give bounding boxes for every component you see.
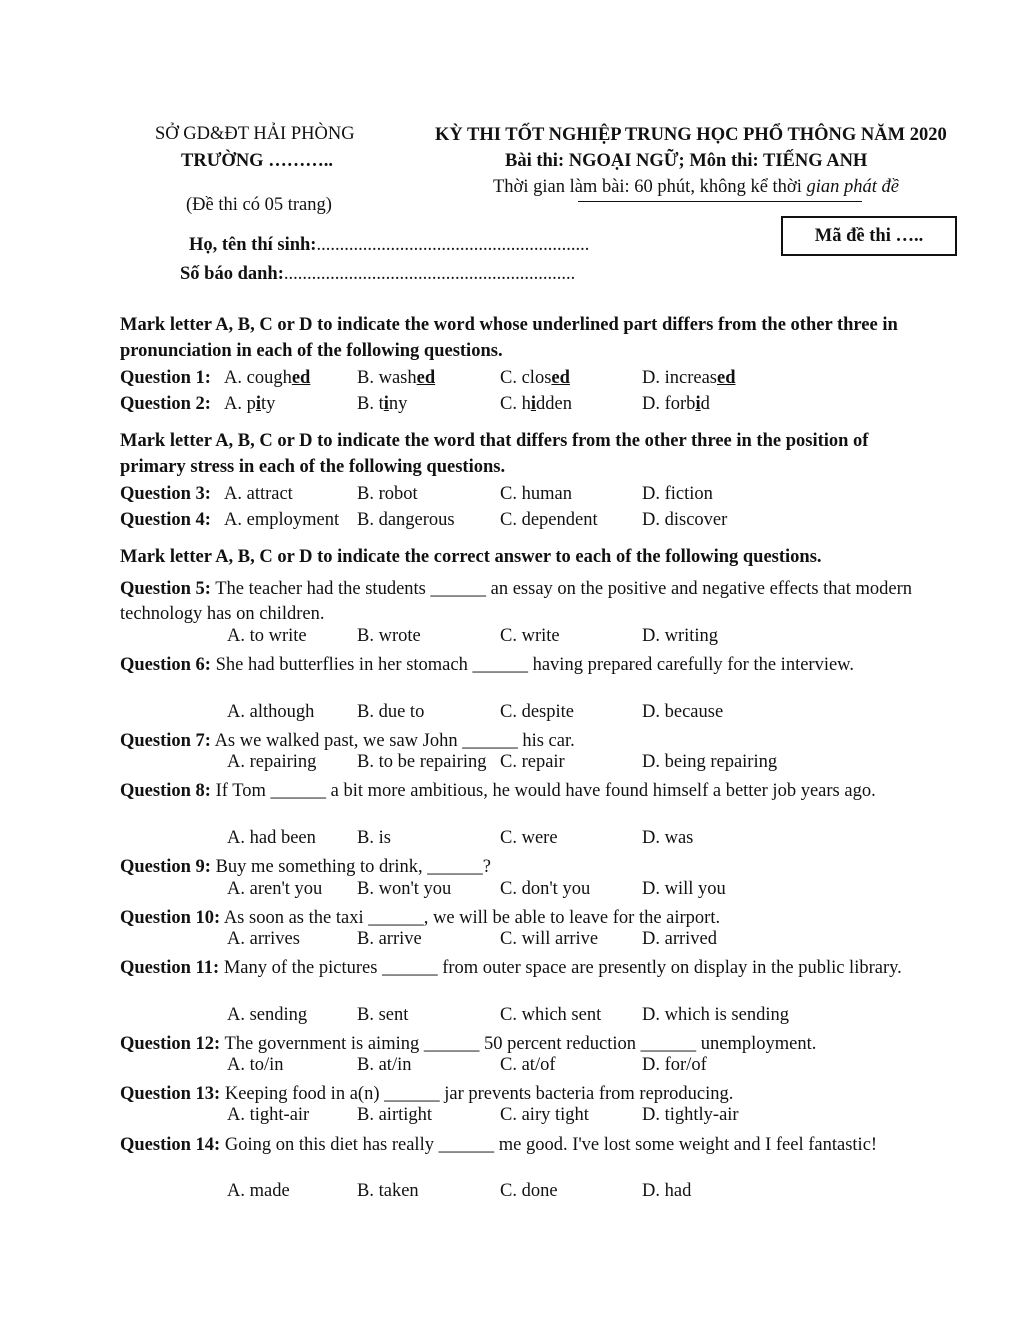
question-7 [120,729,920,754]
question-4 [120,510,211,531]
question-label: Question 6: [120,655,211,675]
exam-subject: Bài thi: NGOẠI NGỮ; Môn thi: TIẾNG ANH [505,151,868,171]
option-text: D. forb [642,394,696,414]
question-label: Question 14: [120,1135,221,1155]
q14-option-d: D. had [642,1181,692,1201]
q4-option-b: B. dangerous [357,510,455,530]
q12-option-c: C. at/of [500,1055,556,1075]
question-text: If Tom ______ a bit more ambitious, he would have found himself a better job years ago. [210,781,876,801]
q13-option-d: D. tightly-air [642,1105,739,1125]
question-label: Question 5: [120,579,211,599]
underlined-part: i [255,394,262,414]
question-2 [120,394,211,415]
q7-option-d: D. being repairing [642,752,778,772]
q10-option-d: D. arrived [642,929,717,949]
q3-option-c: C. human [500,484,572,504]
q6-option-a: A. although [227,702,315,722]
candidate-name-label: Họ, tên thí sinh: [189,235,317,255]
q11-option-a: A. sending [227,1005,308,1025]
question-label: Question 8: [120,781,211,801]
question-label: Question 4: [120,510,211,530]
exam-time-text: Thời gian làm bài: 60 phút, không kể thời [493,177,807,197]
q2-option-b [357,394,407,415]
q2-option-d [642,394,710,415]
q12-option-b: B. at/in [357,1055,412,1075]
q8-option-d: D. was [642,828,694,848]
question-text: As we walked past, we saw John ______ his car. [210,731,575,751]
question-text: She had butterflies in her stomach ______ having prepared carefully for the interview. [210,655,854,675]
candidate-id-field [180,264,575,285]
q11-option-b: B. sent [357,1005,409,1025]
question-text: As soon as the taxi ______, we will be able to leave for the airport. [220,908,721,928]
q11-option-d: D. which is sending [642,1005,789,1025]
question-label: Question 7: [120,731,211,751]
underlined-part: i [695,394,701,414]
q3-option-a: A. attract [224,484,293,504]
underlined-part: i [383,394,389,414]
option-text: A. p [224,394,256,414]
question-label: Question 1: [120,368,211,388]
q10-option-b: B. arrive [357,929,422,949]
exam-code-box [781,216,957,256]
q11-option-c: C. which sent [500,1005,602,1025]
option-text: C. h [500,394,531,414]
q7-option-c: C. repair [500,752,565,772]
q14-option-a: A. made [227,1181,290,1201]
underlined-part: ed [416,368,436,388]
q4-option-d: D. discover [642,510,728,530]
q3-option-b: B. robot [357,484,418,504]
q12-option-a: A. to/in [227,1055,284,1075]
question-1 [120,368,211,389]
exam-time [493,177,899,198]
q9-option-b: B. won't you [357,879,452,899]
question-text: Keeping food in a(n) ______ jar prevents bacteria from reproducing. [220,1084,734,1104]
question-label: Question 2: [120,394,211,414]
q4-option-c: C. dependent [500,510,598,530]
q6-option-b: B. due to [357,702,425,722]
question-14 [120,1133,920,1158]
underlined-part: ed [291,368,311,388]
q8-option-b: B. is [357,828,391,848]
q7-option-a: A. repairing [227,752,317,772]
candidate-name-field [189,235,589,256]
question-11 [120,956,920,981]
q5-option-a: A. to write [227,626,307,646]
option-text: dden [535,394,572,414]
q12-option-d: D. for/of [642,1055,707,1075]
q14-option-b: B. taken [357,1181,419,1201]
question-label: Question 3: [120,484,211,504]
q6-option-d: D. because [642,702,724,722]
question-3 [120,484,211,505]
q13-option-a: A. tight-air [227,1105,310,1125]
question-9 [120,855,920,880]
question-8 [120,779,920,804]
q1-option-a [224,368,310,389]
candidate-id-label: Số báo danh: [180,264,284,284]
q13-option-b: B. airtight [357,1105,433,1125]
instruction-stress: Mark letter A, B, C or D to indicate the word that differs from the other three in the position of primary stress in each of the following questions. [120,431,869,477]
question-text: Many of the pictures ______ from outer space are presently on display in the public library. [219,958,902,978]
instruction-pronunciation: Mark letter A, B, C or D to indicate the word whose underlined part differs from the other three in pronunciation in each of the following questions. [120,315,898,361]
q4-option-a: A. employment [224,510,340,530]
instruction-correct-answer: Mark letter A, B, C or D to indicate the correct answer to each of the following questions. [120,547,822,567]
candidate-name-dots: ........................................................... [316,235,590,255]
q14-option-c: C. done [500,1181,558,1201]
q13-option-c: C. airy tight [500,1105,589,1125]
question-label: Question 9: [120,857,211,877]
option-text: C. clos [500,368,552,388]
option-text: A. cough [224,368,292,388]
question-12 [120,1032,920,1057]
q9-option-c: C. don't you [500,879,591,899]
question-10 [120,906,920,931]
underlined-part: ed [551,368,570,388]
q5-option-b: B. wrote [357,626,421,646]
q3-option-d: D. fiction [642,484,713,504]
question-13 [120,1082,920,1107]
school-name: TRƯỜNG ……….. [181,151,333,171]
q5-option-c: C. write [500,626,560,646]
exam-time-italic: gian phát đề [806,177,899,197]
time-underline [578,201,862,202]
question-label: Question 13: [120,1084,221,1104]
question-6 [120,653,920,678]
q9-option-d: D. will you [642,879,726,899]
question-label: Question 10: [120,908,221,928]
option-text: ty [261,394,276,414]
option-text: ny [388,394,408,414]
pages-note: (Đề thi có 05 trang) [186,195,332,215]
exam-code-label: Mã đề thi ….. [814,225,924,246]
option-text: D. increas [642,368,717,388]
option-text: B. wash [357,368,417,388]
option-text: d [700,394,710,414]
option-text: B. t [357,394,384,414]
question-5 [120,577,920,627]
candidate-id-dots: ............................................................... [283,264,576,284]
question-text: Going on this diet has really ______ me good. I've lost some weight and I feel fantastic! [220,1135,878,1155]
question-label: Question 12: [120,1034,221,1054]
q10-option-c: C. will arrive [500,929,599,949]
q8-option-c: C. were [500,828,558,848]
underlined-part: i [530,394,536,414]
question-text: Buy me something to drink, ______? [210,857,492,877]
exam-title: KỲ THI TỐT NGHIỆP TRUNG HỌC PHỔ THÔNG NĂM 2020 [435,125,947,145]
q2-option-a [224,394,275,415]
question-label: Question 11: [120,958,220,978]
q7-option-b: B. to be repairing [357,752,487,772]
q2-option-c [500,394,572,415]
question-text: The teacher had the students ______ an essay on the positive and negative effects that modern technology has on children. [120,579,913,624]
q9-option-a: A. aren't you [227,879,323,899]
q1-option-c [500,368,570,389]
q6-option-c: C. despite [500,702,574,722]
department-name: SỞ GD&ĐT HẢI PHÒNG [155,124,355,144]
q5-option-d: D. writing [642,626,719,646]
q8-option-a: A. had been [227,828,316,848]
q10-option-a: A. arrives [227,929,300,949]
question-text: The government is aiming ______ 50 percent reduction ______ unemployment. [220,1034,817,1054]
q1-option-d [642,368,736,389]
underlined-part: ed [717,368,736,388]
q1-option-b [357,368,435,389]
